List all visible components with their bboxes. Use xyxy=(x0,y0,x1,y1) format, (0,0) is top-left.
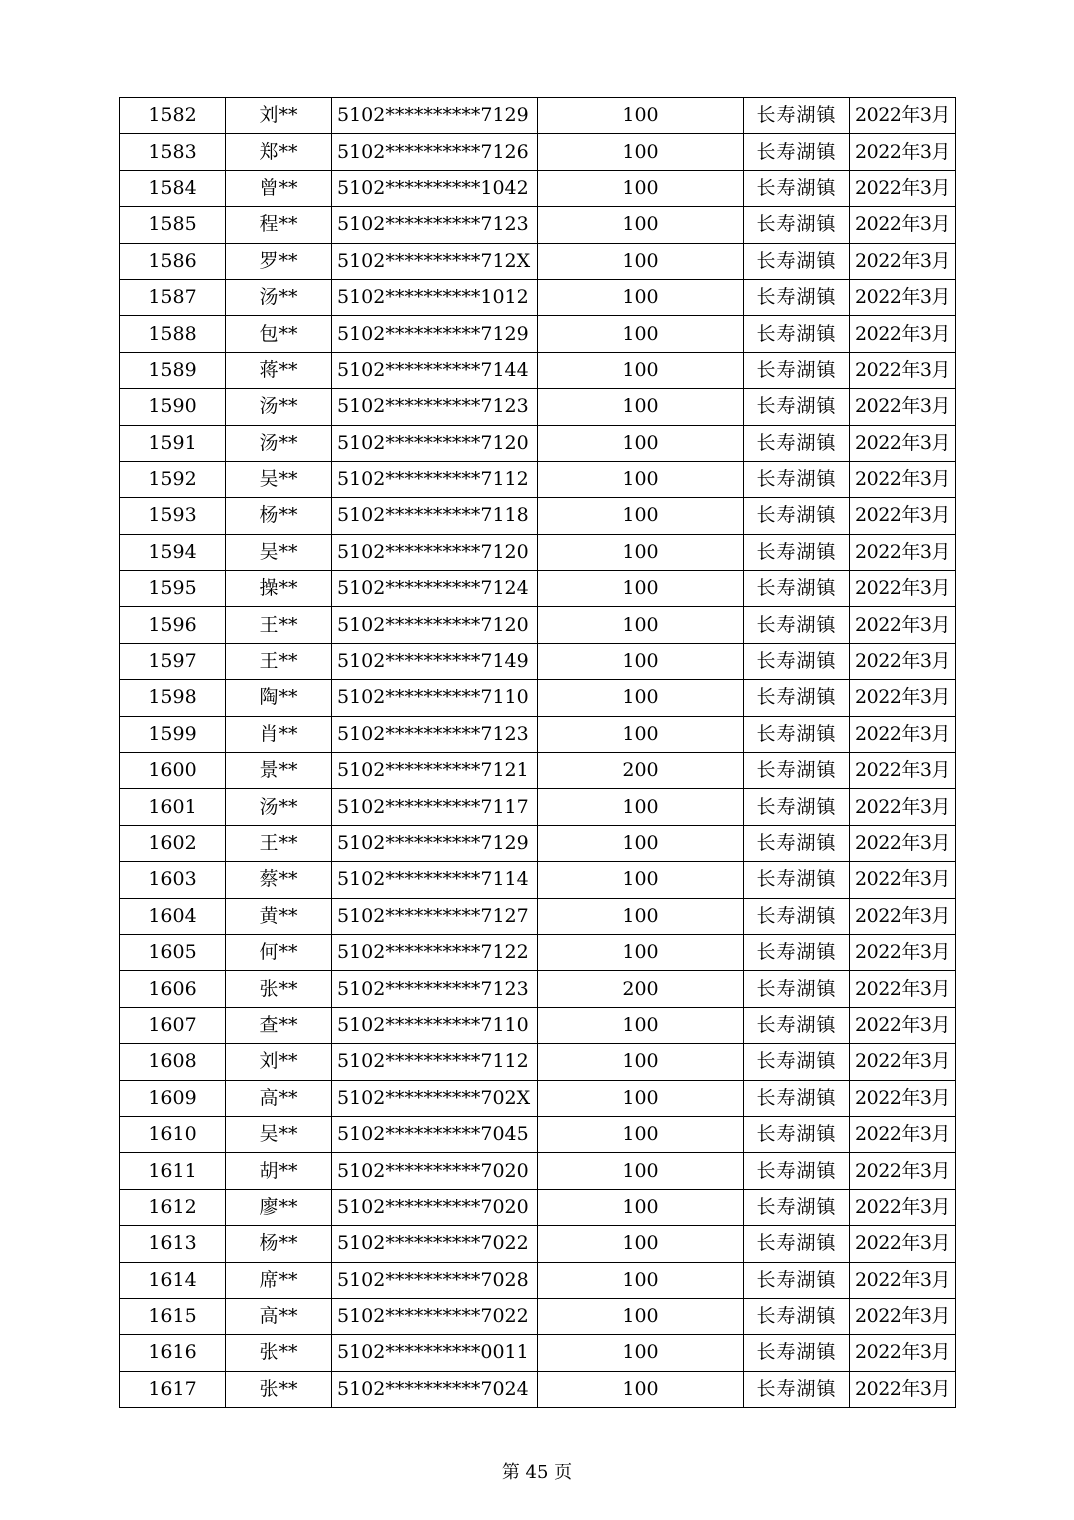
table-row xyxy=(120,934,956,970)
date-cell: 2022年3月 xyxy=(850,352,956,388)
town-cell: 长寿湖镇 xyxy=(744,1080,850,1116)
id-number-cell: 5102**********1042 xyxy=(332,170,538,206)
table-row xyxy=(120,1335,956,1371)
id-number-cell: 5102**********7112 xyxy=(332,1044,538,1080)
name-cell: 汤** xyxy=(226,389,332,425)
id-number-cell: 5102**********7149 xyxy=(332,643,538,679)
amount-cell: 100 xyxy=(538,243,744,279)
town-cell: 长寿湖镇 xyxy=(744,898,850,934)
town-cell: 长寿湖镇 xyxy=(744,498,850,534)
name-cell: 吴** xyxy=(226,1116,332,1152)
town-cell: 长寿湖镇 xyxy=(744,1335,850,1371)
date-cell: 2022年3月 xyxy=(850,1007,956,1043)
town-cell: 长寿湖镇 xyxy=(744,316,850,352)
date-cell: 2022年3月 xyxy=(850,1044,956,1080)
id-number-cell: 5102**********7123 xyxy=(332,389,538,425)
row-number-cell: 1588 xyxy=(120,316,226,352)
name-cell: 王** xyxy=(226,643,332,679)
row-number-cell: 1597 xyxy=(120,643,226,679)
table-row xyxy=(120,134,956,170)
date-cell: 2022年3月 xyxy=(850,753,956,789)
id-number-cell: 5102**********0011 xyxy=(332,1335,538,1371)
name-cell: 何** xyxy=(226,934,332,970)
row-number-cell: 1600 xyxy=(120,753,226,789)
id-number-cell: 5102**********7120 xyxy=(332,534,538,570)
subsidy-table xyxy=(119,97,956,1408)
table-row xyxy=(120,1007,956,1043)
name-cell: 廖** xyxy=(226,1189,332,1225)
town-cell: 长寿湖镇 xyxy=(744,1262,850,1298)
row-number-cell: 1599 xyxy=(120,716,226,752)
town-cell: 长寿湖镇 xyxy=(744,1044,850,1080)
name-cell: 汤** xyxy=(226,789,332,825)
date-cell: 2022年3月 xyxy=(850,461,956,497)
name-cell: 汤** xyxy=(226,279,332,315)
table-row xyxy=(120,170,956,206)
amount-cell: 100 xyxy=(538,461,744,497)
id-number-cell: 5102**********7129 xyxy=(332,825,538,861)
name-cell: 王** xyxy=(226,825,332,861)
table-row xyxy=(120,862,956,898)
row-number-cell: 1601 xyxy=(120,789,226,825)
name-cell: 杨** xyxy=(226,498,332,534)
town-cell: 长寿湖镇 xyxy=(744,825,850,861)
town-cell: 长寿湖镇 xyxy=(744,753,850,789)
row-number-cell: 1605 xyxy=(120,934,226,970)
row-number-cell: 1604 xyxy=(120,898,226,934)
row-number-cell: 1606 xyxy=(120,971,226,1007)
table-row xyxy=(120,207,956,243)
table-row xyxy=(120,98,956,134)
id-number-cell: 5102**********7118 xyxy=(332,498,538,534)
name-cell: 刘** xyxy=(226,98,332,134)
date-cell: 2022年3月 xyxy=(850,934,956,970)
amount-cell: 100 xyxy=(538,1226,744,1262)
row-number-cell: 1592 xyxy=(120,461,226,497)
date-cell: 2022年3月 xyxy=(850,716,956,752)
row-number-cell: 1589 xyxy=(120,352,226,388)
row-number-cell: 1602 xyxy=(120,825,226,861)
row-number-cell: 1615 xyxy=(120,1298,226,1334)
id-number-cell: 5102**********7121 xyxy=(332,753,538,789)
name-cell: 高** xyxy=(226,1080,332,1116)
table-row xyxy=(120,789,956,825)
name-cell: 蒋** xyxy=(226,352,332,388)
amount-cell: 100 xyxy=(538,1262,744,1298)
id-number-cell: 5102**********7120 xyxy=(332,425,538,461)
id-number-cell: 5102**********7020 xyxy=(332,1153,538,1189)
name-cell: 罗** xyxy=(226,243,332,279)
date-cell: 2022年3月 xyxy=(850,825,956,861)
name-cell: 汤** xyxy=(226,425,332,461)
date-cell: 2022年3月 xyxy=(850,1080,956,1116)
table-row xyxy=(120,389,956,425)
town-cell: 长寿湖镇 xyxy=(744,207,850,243)
row-number-cell: 1598 xyxy=(120,680,226,716)
name-cell: 席** xyxy=(226,1262,332,1298)
name-cell: 刘** xyxy=(226,1044,332,1080)
table-row xyxy=(120,571,956,607)
row-number-cell: 1609 xyxy=(120,1080,226,1116)
amount-cell: 100 xyxy=(538,607,744,643)
amount-cell: 200 xyxy=(538,753,744,789)
id-number-cell: 5102**********7123 xyxy=(332,971,538,1007)
row-number-cell: 1613 xyxy=(120,1226,226,1262)
row-number-cell: 1584 xyxy=(120,170,226,206)
table-row xyxy=(120,352,956,388)
table-row xyxy=(120,1226,956,1262)
name-cell: 程** xyxy=(226,207,332,243)
amount-cell: 100 xyxy=(538,1298,744,1334)
date-cell: 2022年3月 xyxy=(850,207,956,243)
id-number-cell: 5102**********7123 xyxy=(332,716,538,752)
town-cell: 长寿湖镇 xyxy=(744,389,850,425)
name-cell: 杨** xyxy=(226,1226,332,1262)
amount-cell: 100 xyxy=(538,1335,744,1371)
date-cell: 2022年3月 xyxy=(850,316,956,352)
amount-cell: 100 xyxy=(538,862,744,898)
amount-cell: 100 xyxy=(538,389,744,425)
row-number-cell: 1617 xyxy=(120,1371,226,1407)
name-cell: 陶** xyxy=(226,680,332,716)
date-cell: 2022年3月 xyxy=(850,1226,956,1262)
row-number-cell: 1587 xyxy=(120,279,226,315)
table-row xyxy=(120,534,956,570)
id-number-cell: 5102**********7129 xyxy=(332,316,538,352)
amount-cell: 100 xyxy=(538,207,744,243)
id-number-cell: 5102**********7112 xyxy=(332,461,538,497)
row-number-cell: 1603 xyxy=(120,862,226,898)
town-cell: 长寿湖镇 xyxy=(744,425,850,461)
date-cell: 2022年3月 xyxy=(850,898,956,934)
town-cell: 长寿湖镇 xyxy=(744,607,850,643)
row-number-cell: 1607 xyxy=(120,1007,226,1043)
amount-cell: 100 xyxy=(538,716,744,752)
id-number-cell: 5102**********7028 xyxy=(332,1262,538,1298)
row-number-cell: 1608 xyxy=(120,1044,226,1080)
date-cell: 2022年3月 xyxy=(850,534,956,570)
date-cell: 2022年3月 xyxy=(850,971,956,1007)
town-cell: 长寿湖镇 xyxy=(744,1007,850,1043)
amount-cell: 100 xyxy=(538,825,744,861)
amount-cell: 100 xyxy=(538,534,744,570)
date-cell: 2022年3月 xyxy=(850,243,956,279)
town-cell: 长寿湖镇 xyxy=(744,571,850,607)
row-number-cell: 1585 xyxy=(120,207,226,243)
id-number-cell: 5102**********7117 xyxy=(332,789,538,825)
name-cell: 包** xyxy=(226,316,332,352)
id-number-cell: 5102**********7120 xyxy=(332,607,538,643)
row-number-cell: 1591 xyxy=(120,425,226,461)
town-cell: 长寿湖镇 xyxy=(744,934,850,970)
date-cell: 2022年3月 xyxy=(850,643,956,679)
row-number-cell: 1583 xyxy=(120,134,226,170)
date-cell: 2022年3月 xyxy=(850,1298,956,1334)
date-cell: 2022年3月 xyxy=(850,862,956,898)
date-cell: 2022年3月 xyxy=(850,571,956,607)
id-number-cell: 5102**********702X xyxy=(332,1080,538,1116)
amount-cell: 100 xyxy=(538,1044,744,1080)
id-number-cell: 5102**********7020 xyxy=(332,1189,538,1225)
table-row xyxy=(120,716,956,752)
name-cell: 高** xyxy=(226,1298,332,1334)
row-number-cell: 1616 xyxy=(120,1335,226,1371)
name-cell: 张** xyxy=(226,971,332,1007)
name-cell: 王** xyxy=(226,607,332,643)
amount-cell: 100 xyxy=(538,789,744,825)
id-number-cell: 5102**********7126 xyxy=(332,134,538,170)
page-number: 第 45 页 xyxy=(501,1462,573,1483)
town-cell: 长寿湖镇 xyxy=(744,680,850,716)
date-cell: 2022年3月 xyxy=(850,389,956,425)
table-row xyxy=(120,971,956,1007)
row-number-cell: 1582 xyxy=(120,98,226,134)
id-number-cell: 5102**********7124 xyxy=(332,571,538,607)
date-cell: 2022年3月 xyxy=(850,1189,956,1225)
table-row xyxy=(120,825,956,861)
id-number-cell: 5102**********1012 xyxy=(332,279,538,315)
id-number-cell: 5102**********7123 xyxy=(332,207,538,243)
row-number-cell: 1590 xyxy=(120,389,226,425)
table-row xyxy=(120,461,956,497)
amount-cell: 100 xyxy=(538,134,744,170)
date-cell: 2022年3月 xyxy=(850,279,956,315)
id-number-cell: 5102**********7144 xyxy=(332,352,538,388)
table-row xyxy=(120,498,956,534)
id-number-cell: 5102**********7024 xyxy=(332,1371,538,1407)
date-cell: 2022年3月 xyxy=(850,170,956,206)
amount-cell: 100 xyxy=(538,680,744,716)
table-row xyxy=(120,243,956,279)
row-number-cell: 1586 xyxy=(120,243,226,279)
table-row xyxy=(120,1044,956,1080)
id-number-cell: 5102**********7129 xyxy=(332,98,538,134)
date-cell: 2022年3月 xyxy=(850,680,956,716)
date-cell: 2022年3月 xyxy=(850,498,956,534)
town-cell: 长寿湖镇 xyxy=(744,243,850,279)
town-cell: 长寿湖镇 xyxy=(744,1371,850,1407)
town-cell: 长寿湖镇 xyxy=(744,862,850,898)
name-cell: 蔡** xyxy=(226,862,332,898)
id-number-cell: 5102**********7110 xyxy=(332,1007,538,1043)
row-number-cell: 1611 xyxy=(120,1153,226,1189)
row-number-cell: 1612 xyxy=(120,1189,226,1225)
row-number-cell: 1610 xyxy=(120,1116,226,1152)
name-cell: 景** xyxy=(226,753,332,789)
amount-cell: 100 xyxy=(538,898,744,934)
name-cell: 肖** xyxy=(226,716,332,752)
table-row xyxy=(120,1080,956,1116)
date-cell: 2022年3月 xyxy=(850,607,956,643)
id-number-cell: 5102**********7127 xyxy=(332,898,538,934)
town-cell: 长寿湖镇 xyxy=(744,1226,850,1262)
table-row xyxy=(120,316,956,352)
name-cell: 黄** xyxy=(226,898,332,934)
table-row xyxy=(120,1153,956,1189)
table-row xyxy=(120,643,956,679)
table-row xyxy=(120,898,956,934)
row-number-cell: 1614 xyxy=(120,1262,226,1298)
row-number-cell: 1595 xyxy=(120,571,226,607)
amount-cell: 100 xyxy=(538,98,744,134)
town-cell: 长寿湖镇 xyxy=(744,716,850,752)
town-cell: 长寿湖镇 xyxy=(744,279,850,315)
amount-cell: 100 xyxy=(538,498,744,534)
table-row xyxy=(120,279,956,315)
date-cell: 2022年3月 xyxy=(850,1116,956,1152)
amount-cell: 100 xyxy=(538,643,744,679)
name-cell: 查** xyxy=(226,1007,332,1043)
town-cell: 长寿湖镇 xyxy=(744,1116,850,1152)
amount-cell: 100 xyxy=(538,1080,744,1116)
date-cell: 2022年3月 xyxy=(850,134,956,170)
row-number-cell: 1593 xyxy=(120,498,226,534)
town-cell: 长寿湖镇 xyxy=(744,971,850,1007)
name-cell: 吴** xyxy=(226,534,332,570)
id-number-cell: 5102**********7022 xyxy=(332,1298,538,1334)
amount-cell: 100 xyxy=(538,316,744,352)
amount-cell: 100 xyxy=(538,352,744,388)
table-row xyxy=(120,680,956,716)
town-cell: 长寿湖镇 xyxy=(744,170,850,206)
amount-cell: 100 xyxy=(538,934,744,970)
id-number-cell: 5102**********7122 xyxy=(332,934,538,970)
name-cell: 曾** xyxy=(226,170,332,206)
row-number-cell: 1594 xyxy=(120,534,226,570)
id-number-cell: 5102**********712X xyxy=(332,243,538,279)
table-row xyxy=(120,1371,956,1407)
amount-cell: 100 xyxy=(538,279,744,315)
table-body xyxy=(120,98,956,1408)
name-cell: 张** xyxy=(226,1335,332,1371)
amount-cell: 100 xyxy=(538,1189,744,1225)
name-cell: 郑** xyxy=(226,134,332,170)
name-cell: 操** xyxy=(226,571,332,607)
date-cell: 2022年3月 xyxy=(850,1371,956,1407)
amount-cell: 100 xyxy=(538,1153,744,1189)
town-cell: 长寿湖镇 xyxy=(744,1189,850,1225)
date-cell: 2022年3月 xyxy=(850,98,956,134)
name-cell: 胡** xyxy=(226,1153,332,1189)
date-cell: 2022年3月 xyxy=(850,425,956,461)
amount-cell: 100 xyxy=(538,170,744,206)
table-row xyxy=(120,753,956,789)
table-row xyxy=(120,1262,956,1298)
date-cell: 2022年3月 xyxy=(850,789,956,825)
amount-cell: 100 xyxy=(538,1007,744,1043)
name-cell: 吴** xyxy=(226,461,332,497)
date-cell: 2022年3月 xyxy=(850,1335,956,1371)
town-cell: 长寿湖镇 xyxy=(744,98,850,134)
table-row xyxy=(120,1189,956,1225)
table-row xyxy=(120,1116,956,1152)
row-number-cell: 1596 xyxy=(120,607,226,643)
table-row xyxy=(120,1298,956,1334)
date-cell: 2022年3月 xyxy=(850,1262,956,1298)
name-cell: 张** xyxy=(226,1371,332,1407)
town-cell: 长寿湖镇 xyxy=(744,789,850,825)
table-row xyxy=(120,425,956,461)
town-cell: 长寿湖镇 xyxy=(744,461,850,497)
town-cell: 长寿湖镇 xyxy=(744,534,850,570)
amount-cell: 100 xyxy=(538,1116,744,1152)
town-cell: 长寿湖镇 xyxy=(744,643,850,679)
id-number-cell: 5102**********7114 xyxy=(332,862,538,898)
id-number-cell: 5102**********7110 xyxy=(332,680,538,716)
town-cell: 长寿湖镇 xyxy=(744,1153,850,1189)
amount-cell: 200 xyxy=(538,971,744,1007)
amount-cell: 100 xyxy=(538,1371,744,1407)
town-cell: 长寿湖镇 xyxy=(744,134,850,170)
id-number-cell: 5102**********7022 xyxy=(332,1226,538,1262)
town-cell: 长寿湖镇 xyxy=(744,1298,850,1334)
id-number-cell: 5102**********7045 xyxy=(332,1116,538,1152)
amount-cell: 100 xyxy=(538,425,744,461)
town-cell: 长寿湖镇 xyxy=(744,352,850,388)
date-cell: 2022年3月 xyxy=(850,1153,956,1189)
amount-cell: 100 xyxy=(538,571,744,607)
table-row xyxy=(120,607,956,643)
